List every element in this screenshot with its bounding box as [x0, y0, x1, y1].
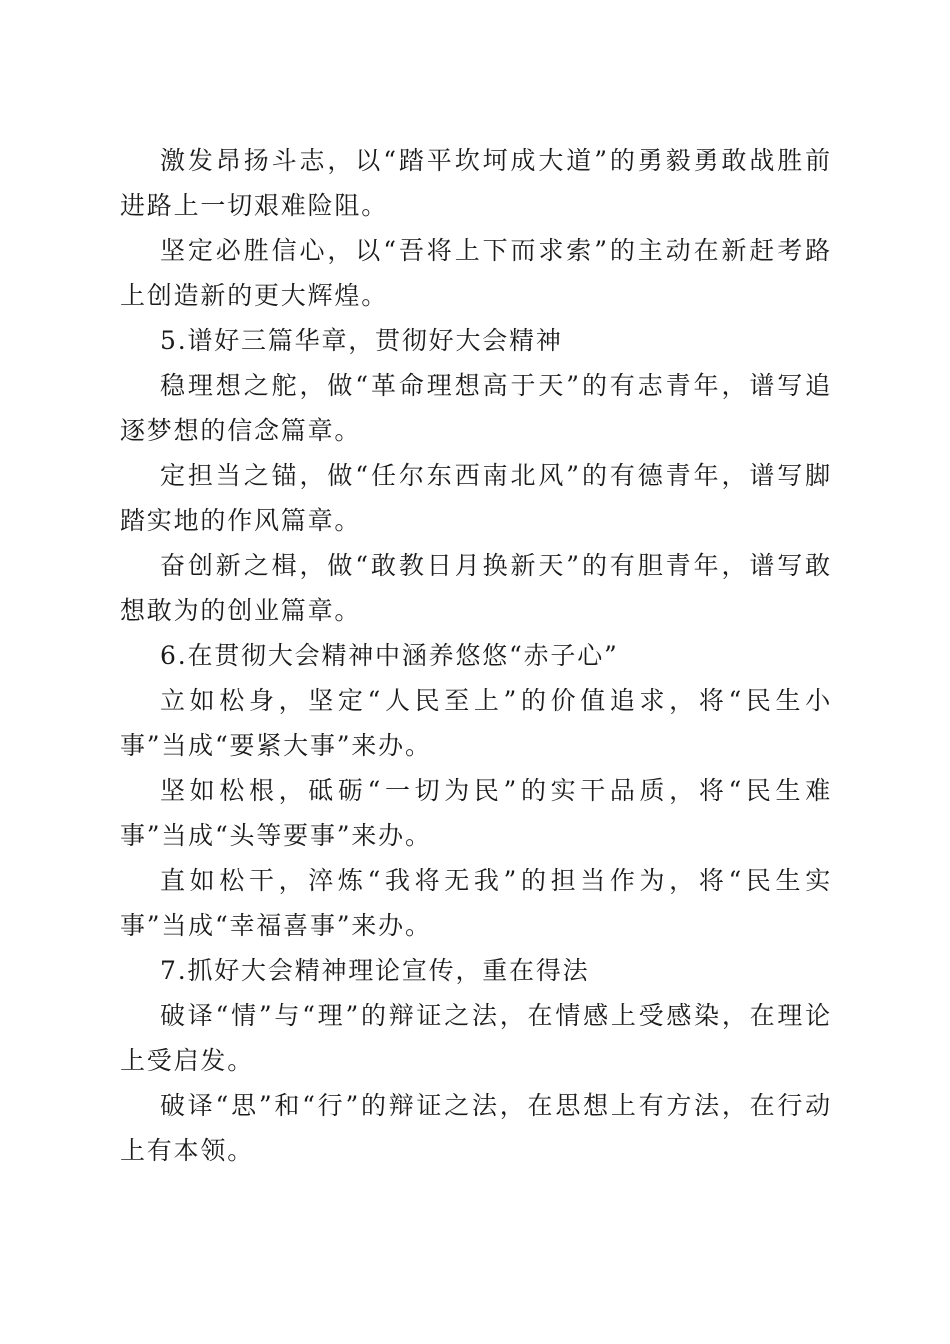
- paragraph: 坚如松根，砥砺“一切为民”的实干品质，将“民生难事”当成“头等要事”来办。: [120, 776, 832, 850]
- paragraph: 奋创新之楫，做“敢教日月换新天”的有胆青年，谱写敢想敢为的创业篇章。: [120, 551, 832, 625]
- paragraph: 立如松身，坚定“人民至上”的价值追求，将“民生小事”当成“要紧大事”来办。: [120, 686, 832, 760]
- section-heading: 7.抓好大会精神理论宣传，重在得法: [160, 956, 590, 985]
- paragraph: 坚定必胜信心，以“吾将上下而求索”的主动在新赶考路上创造新的更大辉煌。: [120, 236, 832, 310]
- paragraph: 激发昂扬斗志，以“踏平坎坷成大道”的勇毅勇敢战胜前进路上一切艰难险阻。: [120, 146, 832, 220]
- paragraph: 破译“思”和“行”的辩证之法，在思想上有方法，在行动上有本领。: [120, 1091, 832, 1165]
- section-heading: 5.谱好三篇华章，贯彻好大会精神: [160, 326, 563, 355]
- paragraph: 定担当之锚，做“任尔东西南北风”的有德青年，谱写脚踏实地的作风篇章。: [120, 461, 832, 535]
- paragraph: 直如松干，淬炼“我将无我”的担当作为，将“民生实事”当成“幸福喜事”来办。: [120, 866, 832, 940]
- paragraph: 破译“情”与“理”的辩证之法，在情感上受感染，在理论上受启发。: [120, 1001, 832, 1075]
- document-body: [120, 138, 832, 1173]
- section-heading: 6.在贯彻大会精神中涵养悠悠“赤子心”: [160, 641, 619, 670]
- paragraph: 稳理想之舵，做“革命理想高于天”的有志青年，谱写追逐梦想的信念篇章。: [120, 371, 832, 445]
